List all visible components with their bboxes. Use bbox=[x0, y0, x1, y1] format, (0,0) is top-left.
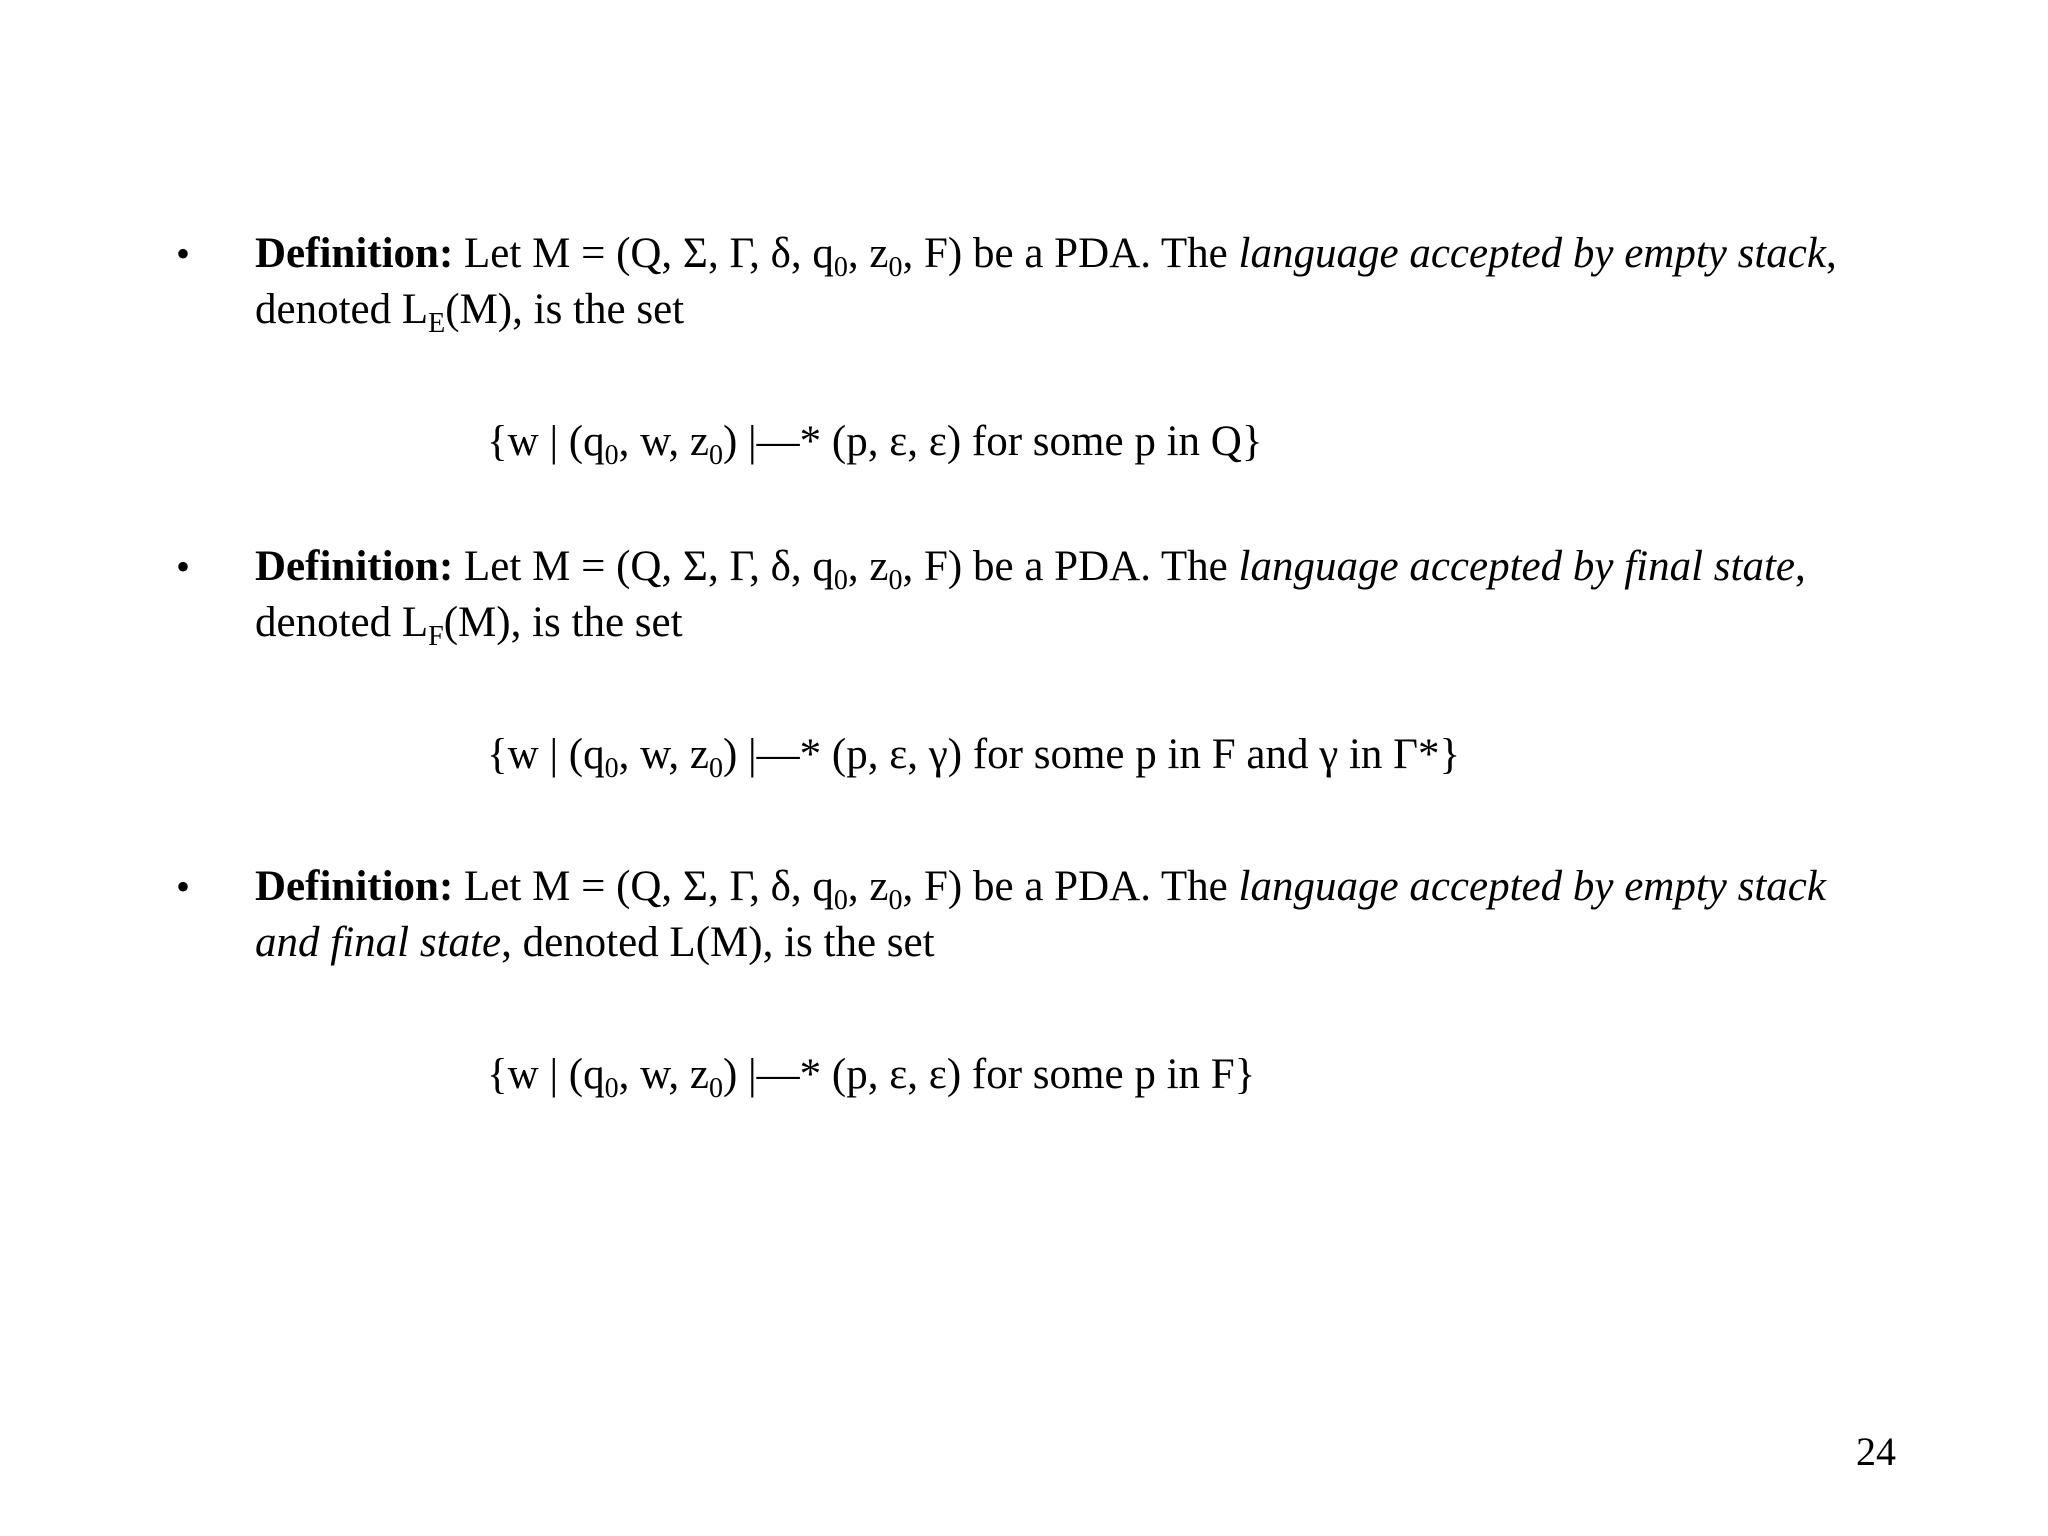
definition-label: Definition: bbox=[255, 543, 454, 590]
definition-text: Definition: Let M = (Q, Σ, Γ, δ, $q_0$, $z_0$, F) be a PDA. The language accepted by final state, denoted $L_F(M)$, is the set bbox=[255, 543, 1806, 652]
defined-term: language accepted by empty stack bbox=[1238, 230, 1826, 277]
defined-term: language accepted by final state bbox=[1238, 543, 1795, 590]
definition-text: Definition: Let M = (Q, Σ, Γ, δ, $q_0$, $z_0$, F) be a PDA. The language accepted by empty stack, denoted $L_E(M)$, is the set bbox=[255, 230, 1837, 339]
set-formula: {w | ($q_0$, w, $z_0$) |—* (p, ε, ε) for some p in F} bbox=[487, 1051, 1256, 1104]
definition-text: Definition: Let M = (Q, Σ, Γ, δ, $q_0$, $z_0$, F) be a PDA. The language accepted by empty stack and final state, denoted L(M), is the set bbox=[255, 863, 1826, 966]
defined-term: language accepted by empty stack and final state bbox=[255, 863, 1826, 966]
set-formula: {w | ($q_0$, w, $z_0$) |—* (p, ε, ε) for some p in Q} bbox=[487, 418, 1263, 471]
bullet: • bbox=[176, 864, 191, 909]
definition-label: Definition: bbox=[255, 230, 454, 277]
set-formula: {w | ($q_0$, w, $z_0$) |—* (p, ε, γ) for some p in F and γ in Γ*} bbox=[487, 731, 1461, 784]
page-number: 24 bbox=[1856, 1429, 1896, 1474]
bullet: • bbox=[176, 231, 191, 276]
definition-label: Definition: bbox=[255, 863, 454, 910]
bullet: • bbox=[176, 544, 191, 589]
